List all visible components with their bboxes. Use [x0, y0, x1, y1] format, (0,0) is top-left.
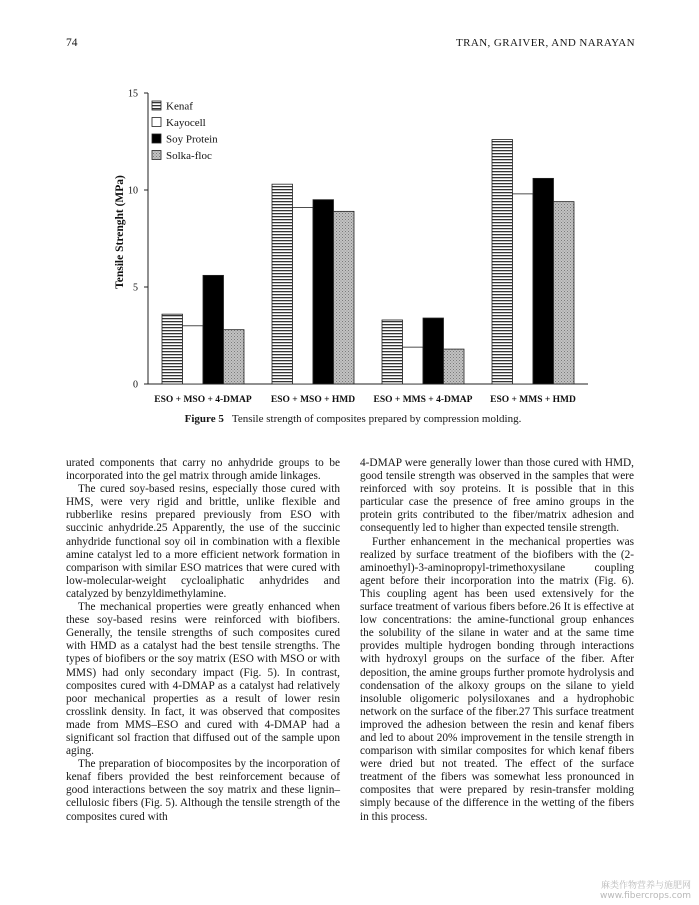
bar-solka-floc — [334, 211, 355, 384]
x-tick-label: ESO + MMS + HMD — [490, 395, 576, 405]
y-tick-label: 10 — [128, 185, 138, 197]
x-tick-label: ESO + MMS + 4-DMAP — [373, 395, 473, 405]
legend-label: Kenaf — [166, 100, 193, 113]
y-tick-label: 5 — [133, 282, 138, 294]
y-tick-label: 15 — [128, 88, 138, 100]
figure-caption — [66, 413, 640, 425]
bar-soy-protein — [313, 200, 334, 384]
bar-solka-floc — [444, 349, 465, 384]
x-tick-label: ESO + MSO + HMD — [270, 395, 356, 405]
legend-swatch — [152, 151, 161, 160]
bar-soy-protein — [203, 275, 224, 384]
running-head: TRAN, GRAIVER, AND NARAYAN — [456, 37, 635, 49]
legend-label: Soy Protein — [166, 133, 218, 146]
legend-label: Kayocell — [166, 117, 206, 129]
left-column — [66, 457, 340, 824]
watermark-line: www.fibercrops.com — [600, 891, 691, 901]
y-tick-label: 0 — [133, 379, 138, 391]
bar-kenaf — [162, 314, 183, 384]
y-axis-label: Tensile Strenght (MPa) — [114, 175, 126, 289]
bar-kayocell — [513, 194, 534, 384]
bar-kayocell — [183, 326, 204, 384]
paragraph: Further enhancement in the mechanical properties was realized by surface treatment of the biofibers with the (2-aminoethyl)-3-aminopropyl-trimethoxysilane coupling agent before their incorporation into the matrix (Fig. 6). This coupling agent has been used extensively for the surface treatment of various fibers before.26 It is effective at low concentrations: the amine-functional group enhances the solubility of the silane in water and at the same time provides multiple hydrogen bonding through interactions with hydroxyl groups on the surface of the fiber. After deposition, the amine groups further promote hydrolysis and condensation of the alkoxy groups on the silane to yield insoluble oligomeric polysiloxanes and a hydrophobic network on the surface of the fiber.27 This surface treatment improved the adhesion between the resin and kenaf fibers and led to about 20% improvement in the tensile strength in comparison with similar composites for which kenaf fibers were dried but not treated. The effect of the surface treatment of the fibers was somewhat less pronounced in composites that were prepared by resin-transfer molding simply because of the difference in the wetting of the fibers in this process. — [360, 535, 634, 823]
bar-soy-protein — [423, 318, 444, 384]
right-column — [360, 457, 634, 824]
paragraph: urated components that carry no anhydride groups to be incorporated into the gel matrix through amide linkages. — [66, 457, 340, 483]
legend-label: Solka-floc — [166, 150, 212, 162]
figure-5-chart — [0, 0, 699, 410]
bar-kenaf — [492, 140, 513, 384]
bar-solka-floc — [224, 330, 245, 384]
paragraph: 4-DMAP were generally lower than those cured with HMD, good tensile strength was observed in the samples that were reinforced with soy proteins. It is possible that in this particular case the presence of free amino groups in the protein grits contributed to the fiber/matrix adhesion and consequently led to higher than expected tensile strength. — [360, 457, 634, 535]
legend-swatch — [152, 101, 161, 110]
bar-kayocell — [403, 347, 424, 384]
caption-text: Tensile strength of composites prepared by compression molding. — [231, 413, 522, 425]
x-tick-label: ESO + MSO + 4-DMAP — [154, 395, 252, 405]
bar-kayocell — [293, 207, 314, 384]
watermark-line: 麻类作物营养与施肥网 — [600, 881, 691, 891]
legend-swatch — [152, 134, 161, 143]
bar-kenaf — [382, 320, 403, 384]
bar-soy-protein — [533, 178, 554, 384]
paragraph: The mechanical properties were greatly enhanced when these soy-based resins were reinforced with biofibers. Generally, the tensile strengths of such composites cured with HMD as a catalyst had the best tensile strengths. The types of biofibers or the soy matrix (ESO with MSO or with MMS) had only secondary impact (Fig. 5). In contrast, composites cured with 4-DMAP as a catalyst had relatively poor mechanical properties as a result of lower resin crosslink density. In fact, it was observed that composites made from MMS–ESO and cured with 4-DMAP had a significant sol fraction that diffused out of the sample upon aging. — [66, 601, 340, 758]
caption-label: Figure 5 — [184, 413, 224, 425]
watermark — [600, 881, 691, 901]
bar-solka-floc — [554, 202, 575, 384]
page-number: 74 — [66, 37, 78, 49]
legend-swatch — [152, 118, 161, 127]
paragraph: The preparation of biocomposites by the incorporation of kenaf fibers provided the best reinforcement because of good interactions between the soy matrix and these lignin–cellulosic fibers (Fig. 5). Although the tensile strength of the composites cured with — [66, 758, 340, 823]
bar-kenaf — [272, 184, 293, 384]
paragraph: The cured soy-based resins, especially those cured with HMS, were very rigid and brittle, unlike flexible and rubberlike resins prepared previously from ESO with succinic anhydride.25 Apparently, the use of the succinic anhydride functional soy oil in combination with a flexible amine catalyst led to a more efficient network formation in comparison with similar ESO matrices that were cured with low-molecular-weight cycloaliphatic anhydrides and catalyzed by benzyldimethylamine. — [66, 483, 340, 600]
